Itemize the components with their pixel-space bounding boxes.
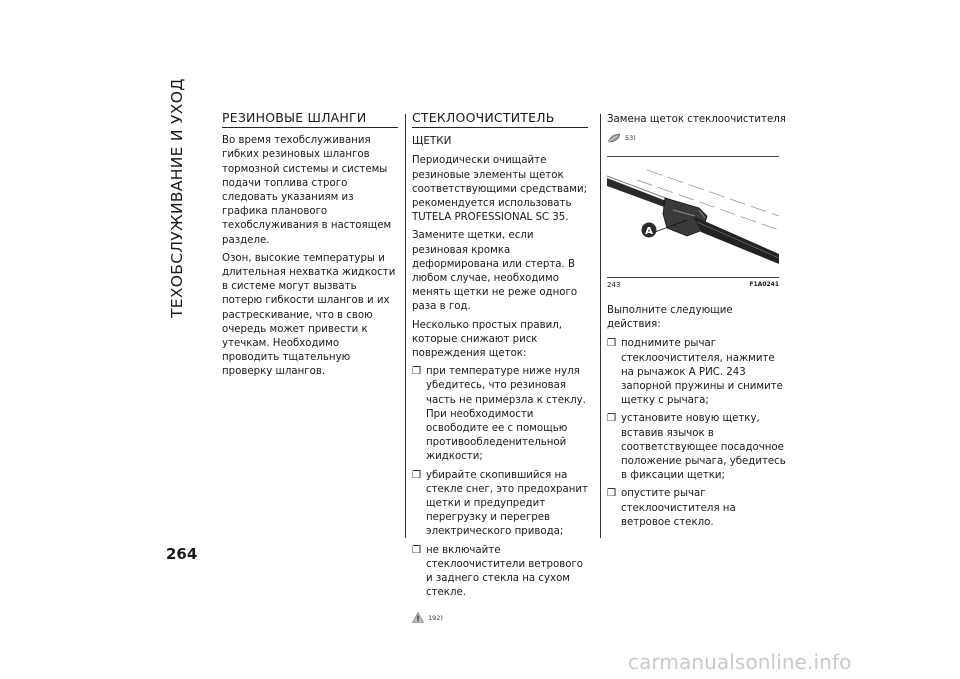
list-item-text: при температуре ниже нуля убедитесь, что резиновая часть не примерзла к стеклу. При необходимости освободите ее с помощью противообледенительной жидкости;: [426, 366, 586, 463]
figure-wiper-blade: [607, 156, 779, 293]
list-item: [607, 487, 787, 530]
figure-number: 243: [607, 281, 621, 289]
paragraph: Во время техобслуживания гибких резиновых шлангов тормозной системы и системы подачи топлива строго следовать указаниям из графика планового техобслуживания в настоящем разделе.: [222, 135, 392, 246]
column-wiper: [412, 111, 588, 625]
watermark: carmanualsonline.info: [628, 650, 852, 674]
checkbox-bullet-icon: ❒: [607, 488, 617, 500]
column-divider: [600, 114, 601, 538]
paragraph: Замените щетки, если резиновая кромка деформирована или стерта. В любом случае, необходимо менять щетки не реже одного раза в год.: [412, 230, 578, 313]
note-reference: 192): [428, 613, 443, 622]
side-title: ТЕХОБСЛУЖИВАНИЕ И УХОД: [168, 78, 186, 318]
column-divider: [405, 114, 406, 538]
checkbox-bullet-icon: ❒: [412, 366, 422, 378]
figure-code: F1A0241: [749, 281, 779, 288]
column-replace-blades: [607, 113, 785, 145]
figure-top-rule: [607, 156, 779, 157]
section-heading-hoses: РЕЗИНОВЫЕ ШЛАНГИ: [222, 111, 398, 128]
paragraph: Озон, высокие температуры и длительная нехватка жидкости в системе могут вызвать потерю гибкости шлангов и их растрескивание, что в свою очередь может привести к утечкам. Необходимо проводить тщательную проверку шлангов.: [222, 252, 396, 378]
paragraph: Периодически очищайте резиновые элементы щеток соответствующими средствами; рекомендуется использовать TUTELA PROFESSIONAL SC 35.: [412, 155, 588, 224]
column-replace-steps: [607, 304, 787, 534]
list-item: [607, 337, 787, 408]
page-number: 264: [166, 545, 198, 563]
warning-triangle-icon: [412, 612, 424, 623]
list-item-text: убирайте скопившийся на стекле снег, это предохранит щетки и предупредит перегрузку и перегрев электрического привода;: [426, 469, 588, 538]
checkbox-bullet-icon: ❒: [412, 544, 422, 556]
checkbox-bullet-icon: ❒: [412, 469, 422, 481]
section-heading-replace: Замена щеток стеклоочистителя: [607, 114, 786, 125]
list-item-text: поднимите рычаг стеклоочистителя, нажмите на рычажок A РИС. 243 запорной пружины и снимите щетку с рычага;: [621, 338, 783, 407]
list-item: [412, 469, 588, 540]
checkbox-bullet-icon: ❒: [607, 413, 617, 425]
subheading-blades: ЩЕТКИ: [412, 135, 452, 148]
list-item: [412, 544, 588, 601]
leaf-icon: [607, 133, 621, 143]
list-item: [412, 365, 588, 464]
list-item-text: не включайте стеклоочистители ветрового и заднего стекла на сухом стекле.: [426, 544, 584, 599]
note-reference: 53): [625, 134, 636, 143]
warning-note: [607, 131, 785, 145]
section-heading-wiper: СТЕКЛООЧИСТИТЕЛЬ: [412, 111, 588, 128]
steps-intro: Выполните следующие действия:: [607, 305, 733, 331]
list-item-text: опустите рычаг стеклоочистителя на ветровое стекло.: [621, 488, 736, 528]
list-item-text: установите новую щетку, вставив язычок в соответствующее посадочное положение рычага, убедитесь в фиксации щетки;: [621, 413, 786, 482]
list-item: [607, 412, 787, 483]
warning-note: [412, 611, 588, 625]
paragraph: Несколько простых правил, которые снижают риск повреждения щеток:: [412, 319, 563, 360]
column-rubber-hoses: [222, 111, 398, 384]
checkbox-bullet-icon: ❒: [607, 338, 617, 350]
wiper-blade-illustration: [607, 158, 779, 278]
callout-label: A: [645, 226, 653, 237]
figure-bottom-rule: [607, 277, 779, 278]
